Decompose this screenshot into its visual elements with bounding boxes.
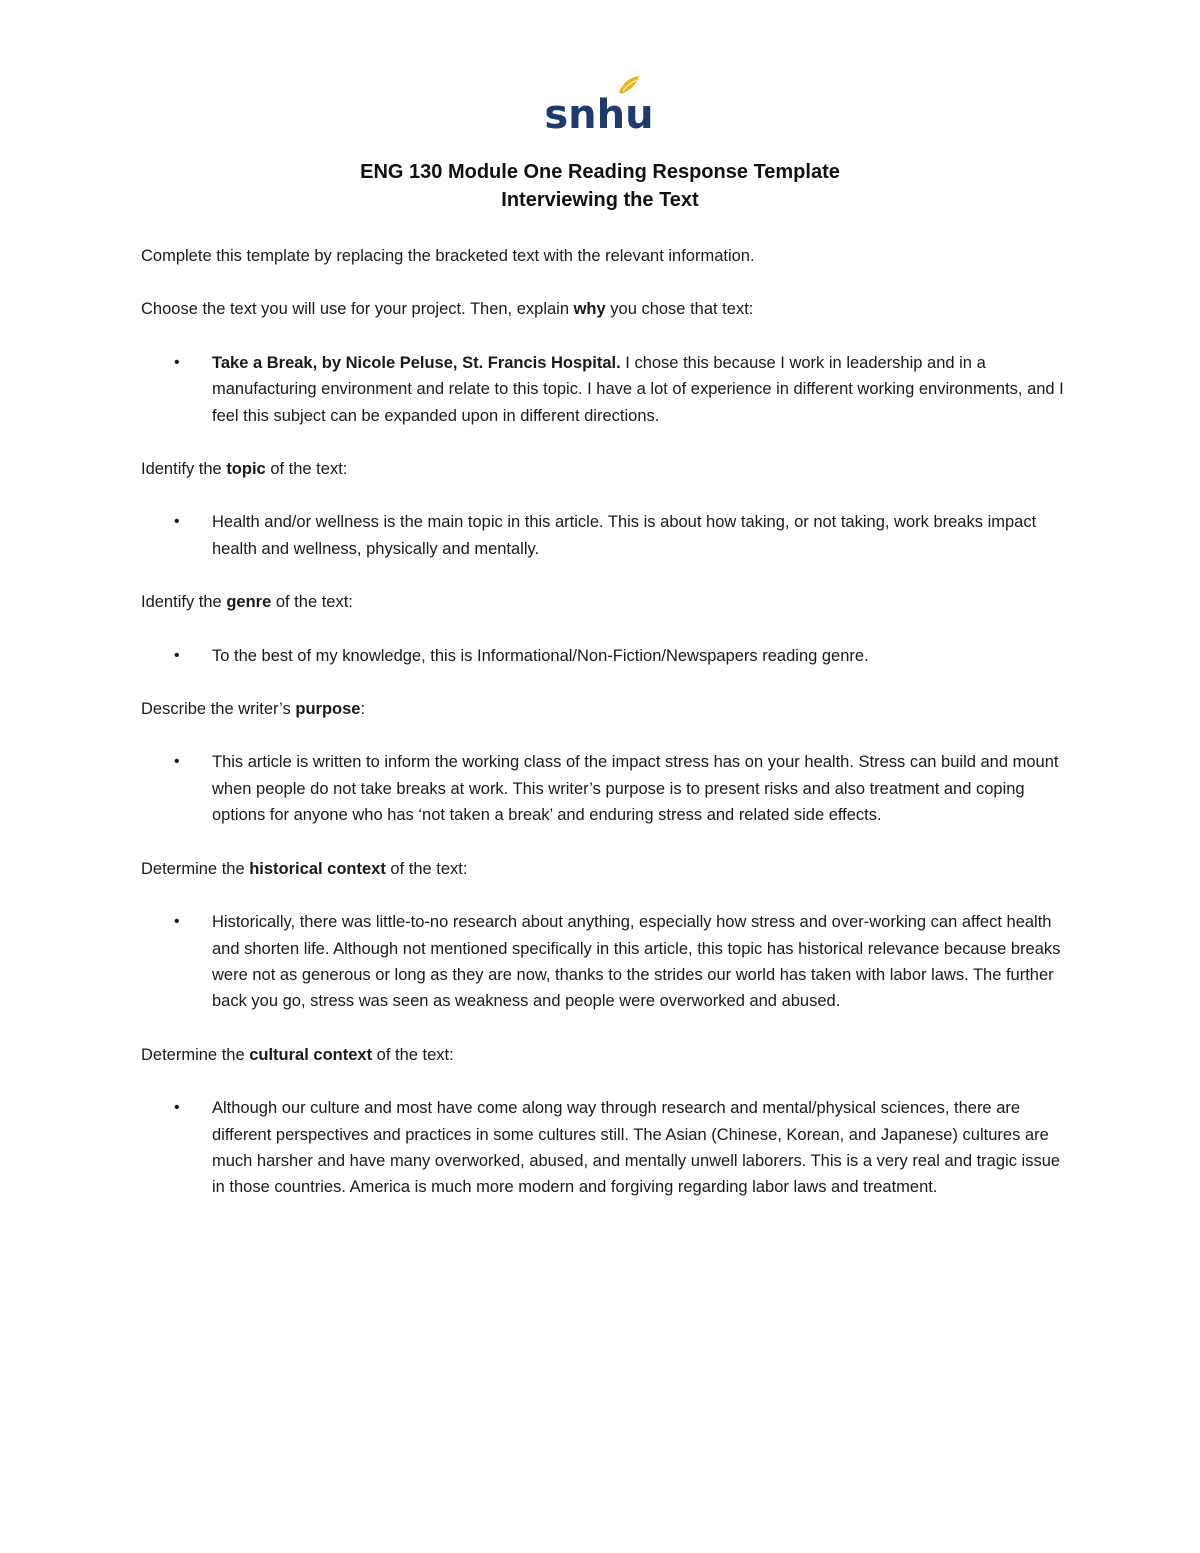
bullet-icon: • (174, 646, 180, 664)
prompt-keyword: purpose (295, 700, 361, 719)
prompt-text: Describe the writer’s (141, 700, 296, 719)
prompt-text-end: of the text: (271, 593, 353, 612)
prompt-text-end: of the text: (265, 460, 348, 479)
section-prompt (141, 456, 1071, 482)
intro-instructions: Complete this template by replacing the bracketed text with the relevant information. (141, 247, 755, 265)
bullet-icon: • (174, 913, 180, 931)
answer-text: Historically, there was little-to-no research about anything, especially how stress and over-working can affect health and shorten life. Although not mentioned specifically in this article, this topic has historical relevance because breaks were not as generous or long as they are now, thanks to the strides our world has taken with labor laws. The further back you go, stress was seen as weakness and people were overworked and abused. (212, 913, 1061, 1011)
section-prompt (141, 696, 1071, 722)
prompt-text-end: : (360, 700, 366, 719)
snhu-logo (544, 72, 654, 138)
section-prompt (141, 589, 1071, 615)
prompt-text-end: of the text: (372, 1045, 454, 1064)
prompt-keyword: topic (226, 460, 266, 479)
answer-text: This article is written to inform the working class of the impact stress has on your health. Stress can build and mount when people do not take breaks at work. This writer’s purpose is to present risks and also treatment and coping options for anyone who has ‘not taken a break’ and enduring stress and related side effects. (212, 753, 1059, 825)
section-prompt (141, 1042, 1071, 1068)
answer-text: I chose this because I work in leadership and in a manufacturing environment and relate to this topic. I have a lot of experience in different working environments, and I feel this subject can be expanded upon in different directions. (212, 353, 1064, 425)
document-body (141, 243, 1071, 1228)
bullet-icon: • (174, 513, 180, 531)
prompt-keyword: cultural context (249, 1045, 373, 1064)
bullet-icon: • (174, 753, 180, 771)
sections-container (141, 296, 1071, 1200)
title-line-2: Interviewing the Text (501, 189, 699, 211)
prompt-keyword: genre (226, 593, 272, 612)
answer-text: To the best of my knowledge, this is Informational/Non-Fiction/Newspapers reading genre. (212, 646, 869, 665)
section-prompt (141, 856, 1071, 882)
prompt-text: Determine the (141, 859, 250, 878)
logo-wordmark: snhu (544, 92, 654, 138)
prompt-keyword: historical context (249, 859, 386, 878)
answer-bullet (141, 1095, 1071, 1201)
answer-text: Although our culture and most have come along way through research and mental/physical sciences, there are different perspectives and practices in some cultures still. The Asian (Chinese, Korean, and Japanese) cultures are much harsher and have many overworked, abused, and mentally unwell laborers. This is a very real and tragic issue in those countries. America is much more modern and forgiving regarding labor laws and treatment. (212, 1099, 1061, 1197)
answer-title: Take a Break, by Nicole Peluse, St. Francis Hospital. (212, 353, 621, 372)
bullet-icon: • (174, 353, 180, 371)
prompt-keyword: why (573, 300, 606, 319)
prompt-text-end: of the text: (385, 859, 468, 878)
answer-bullet (141, 509, 1071, 562)
answer-bullet (141, 749, 1071, 828)
title-line-1: ENG 130 Module One Reading Response Template (360, 161, 840, 183)
section-prompt (141, 296, 1071, 322)
bullet-icon: • (174, 1099, 180, 1117)
answer-bullet (141, 909, 1071, 1015)
answer-text: Health and/or wellness is the main topic in this article. This is about how taking, or not taking, work breaks impact health and wellness, physically and mentally. (212, 513, 1037, 558)
prompt-text: Choose the text you will use for your project. Then, explain (141, 300, 574, 319)
prompt-text: Identify the (141, 593, 227, 612)
prompt-text: Determine the (141, 1045, 250, 1064)
answer-bullet (141, 350, 1071, 429)
answer-bullet (141, 643, 1071, 669)
document-title (0, 158, 1200, 214)
prompt-text-end: you chose that text: (605, 300, 754, 319)
prompt-text: Identify the (141, 460, 227, 479)
